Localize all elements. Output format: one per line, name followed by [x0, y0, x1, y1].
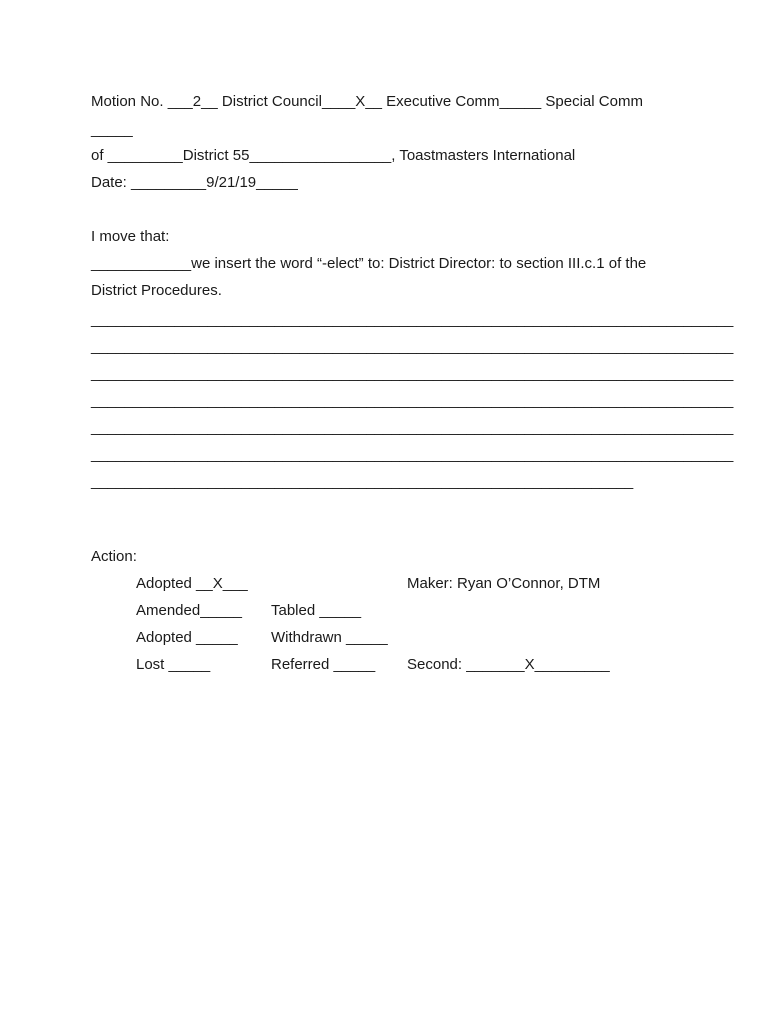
second-field: Second: _______X_________ [407, 656, 610, 673]
lost-field: Lost _____ [136, 656, 211, 673]
blank-line-7: _________________________________________________________________ [91, 473, 634, 490]
motion-number-line-continued: _____ [91, 121, 133, 138]
amended-field: Amended_____ [136, 602, 242, 619]
maker-field: Maker: Ryan O’Connor, DTM [407, 575, 601, 592]
motion-number-line: Motion No. ___2__ District Council____X__ Executive Comm_____ Special Comm [91, 93, 643, 110]
blank-line-4: _____________________________________________________________________________ [91, 392, 734, 409]
adopted-field-1: Adopted __X___ [136, 575, 248, 592]
blank-line-2: _____________________________________________________________________________ [91, 338, 734, 355]
move-label: I move that: [91, 228, 170, 245]
blank-line-5: _____________________________________________________________________________ [91, 419, 734, 436]
motion-text-line-2: District Procedures. [91, 282, 222, 299]
date-line: Date: _________9/21/19_____ [91, 174, 298, 191]
adopted-field-2: Adopted _____ [136, 629, 238, 646]
action-label: Action: [91, 548, 137, 565]
blank-line-6: _____________________________________________________________________________ [91, 446, 734, 463]
tabled-field: Tabled _____ [271, 602, 362, 619]
motion-text-line-1: ____________we insert the word “-elect” to: District Director: to section III.c.1 of the [91, 255, 647, 272]
withdrawn-field: Withdrawn _____ [271, 629, 388, 646]
blank-line-3: _____________________________________________________________________________ [91, 365, 734, 382]
district-line: of _________District 55_________________, Toastmasters International [91, 147, 576, 164]
blank-line-1: _____________________________________________________________________________ [91, 311, 734, 328]
referred-field: Referred _____ [271, 656, 376, 673]
